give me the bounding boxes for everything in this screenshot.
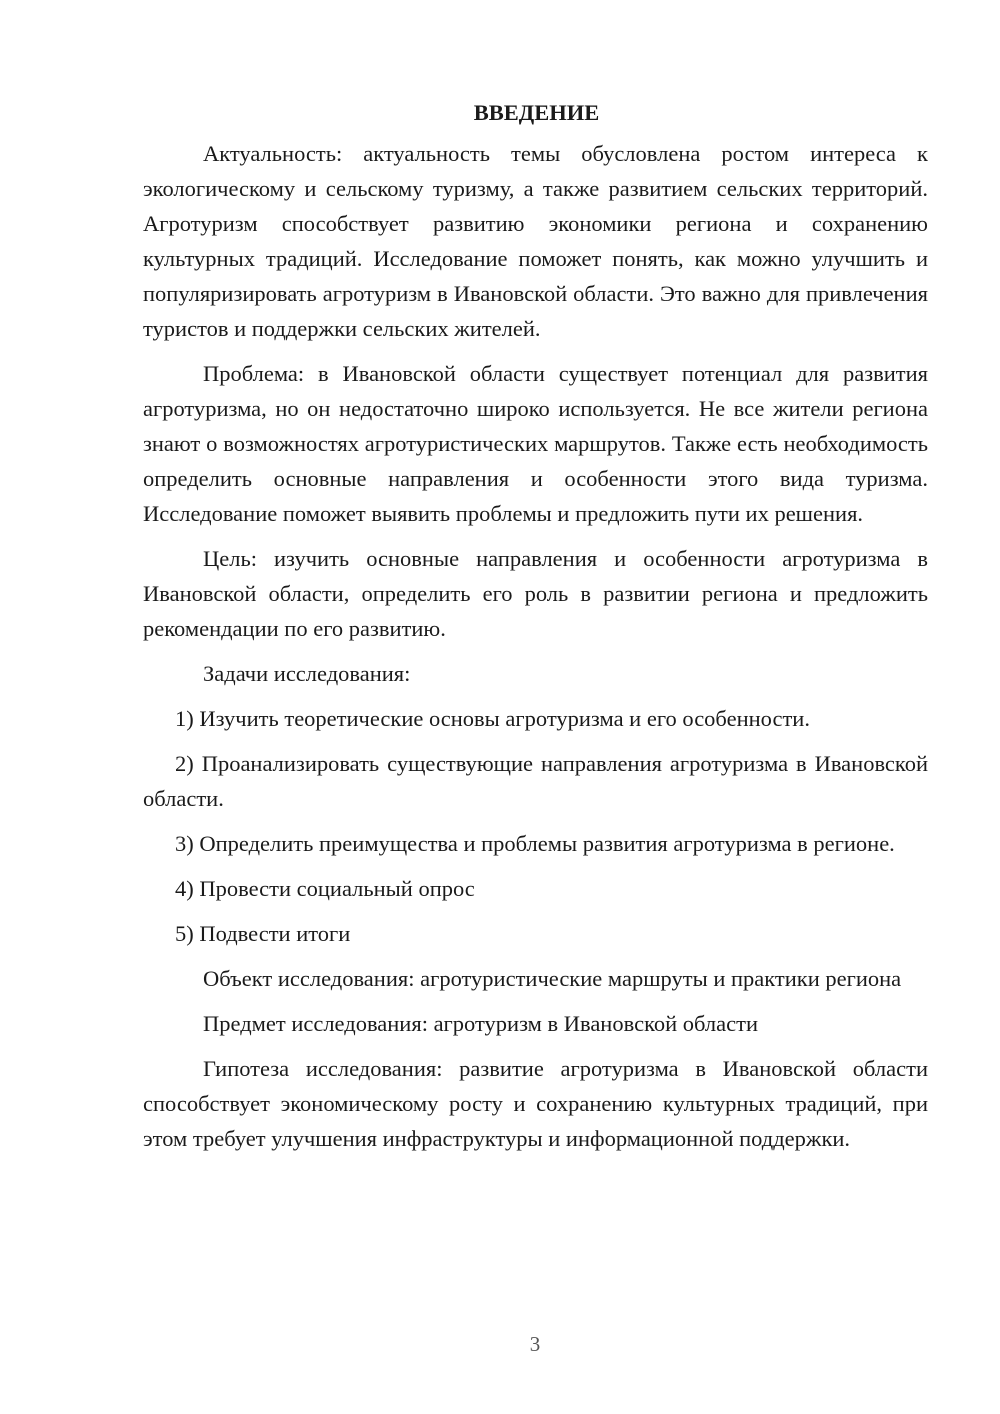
object-paragraph: Объект исследования: агротуристические маршруты и практики региона (203, 966, 902, 991)
hypothesis-paragraph: Гипотеза исследования: развитие агротуризма в Ивановской области способствует экономическому росту и сохранению культурных традиций, при этом требует улучшения инфраструктуры и информационной поддержки. (143, 1056, 928, 1151)
section-heading: ВВЕДЕНИЕ (473, 100, 600, 125)
task-item-5: 5) Подвести итоги (175, 921, 351, 946)
task-item-3: 3) Определить преимущества и проблемы развития агротуризма в регионе. (175, 831, 895, 856)
page-number: 3 (529, 1332, 541, 1356)
subject-paragraph: Предмет исследования: агротуризм в Ивановской области (203, 1011, 758, 1036)
relevance-paragraph: Актуальность: актуальность темы обусловлена ростом интереса к экологическому и сельскому туризму, а также развитием сельских территорий. Агротуризм способствует развитию экономики региона и сохранению культурных традиций. Исследование поможет понять, как можно улучшить и популяризировать агротуризм в Ивановской области. Это важно для привлечения туристов и поддержки сельских жителей. (143, 141, 928, 341)
page-content (143, 95, 928, 1166)
tasks-heading: Задачи исследования: (203, 661, 411, 686)
problem-paragraph: Проблема: в Ивановской области существует потенциал для развития агротуризма, но он недостаточно широко используется. Не все жители региона знают о возможностях агротуристических маршрутов. Также есть необходимость определить основные направления и особенности этого вида туризма. Исследование поможет выявить проблемы и предложить пути их решения. (143, 361, 928, 526)
goal-paragraph: Цель: изучить основные направления и особенности агротуризма в Ивановской области, определить его роль в развитии региона и предложить рекомендации по его развитию. (143, 546, 928, 641)
task-item-2: 2) Проанализировать существующие направления агротуризма в Ивановской области. (143, 751, 928, 811)
task-item-1: 1) Изучить теоретические основы агротуризма и его особенности. (175, 706, 810, 731)
task-item-4: 4) Провести социальный опрос (175, 876, 475, 901)
